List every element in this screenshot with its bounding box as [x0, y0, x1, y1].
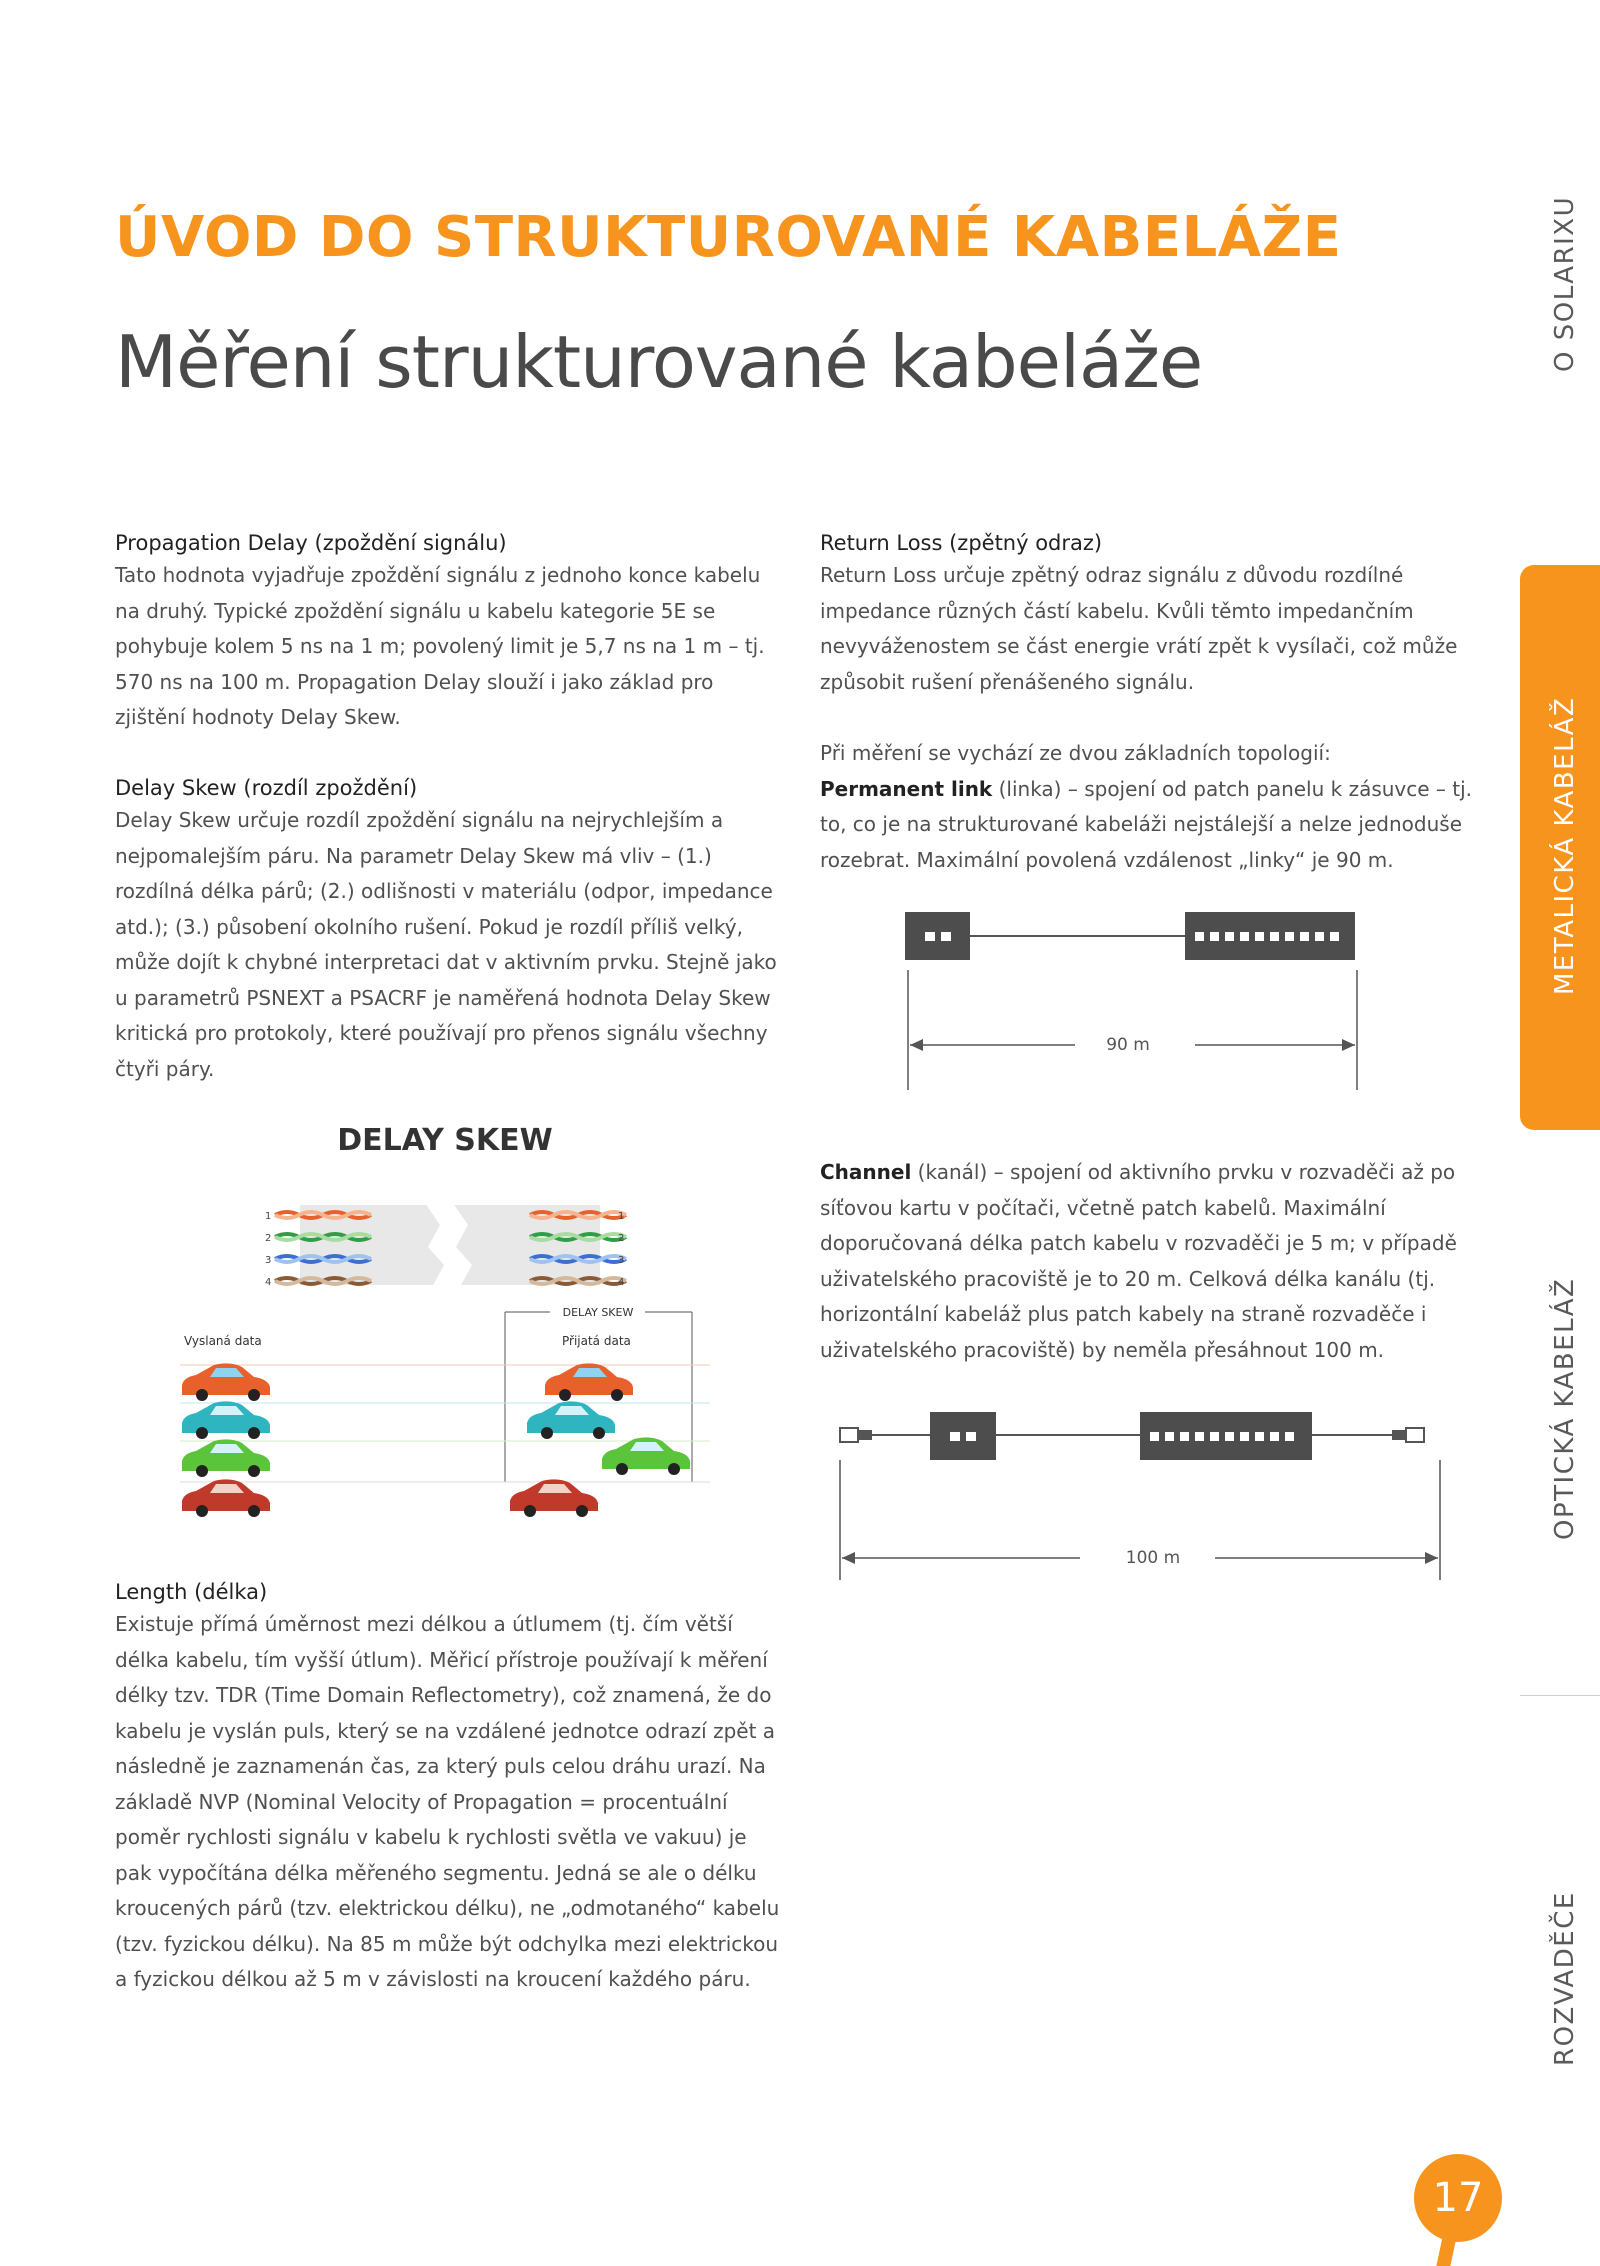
outlet-icon	[930, 1412, 996, 1460]
pair-number-right-3: 3	[618, 1255, 625, 1266]
side-nav-rozvadece[interactable]: ROZVADĚČE	[1550, 1891, 1580, 2066]
propagation-delay-text: Tato hodnota vyjadřuje zpoždění signálu z jednoho konce kabelu na druhý. Typické zpoždění signálu u kabelu kategorie 5E se pohybuje kolem 5 ns na 1 m; povolený limit je 5,7 ns na 1 m – tj. 570 ns na 100 m. Propagation Delay slouží i jako základ pro zjištění hodnoty Delay Skew.	[115, 563, 765, 729]
channel-term: Channel	[820, 1160, 912, 1184]
channel-text	[820, 1155, 1480, 1368]
channel-description: (kanál) – spojení od aktivního prvku v rozvaděči až po síťovou kartu v počítači, včetně patch kabelů. Maximální doporučovaná délka patch kabelu v rozvaděči je 5 m; v případě uživatelského pracoviště je to 20 m. Celková délka kanálu (tj. horizontální kabeláž plus patch kabely na straně rozvaděče i uživatelského pracoviště) by neměla přesáhnout 100 m.	[820, 1160, 1457, 1362]
side-nav-metalicka-kabelaz[interactable]: METALICKÁ KABELÁŽ	[1550, 696, 1580, 995]
patch-panel-icon	[1140, 1412, 1312, 1460]
page-title: Měření strukturované kabeláže	[115, 320, 1203, 404]
delay-skew-figure	[170, 1115, 730, 1525]
channel-diagram	[830, 1400, 1470, 1585]
car-received-2	[527, 1401, 615, 1439]
outlet-icon	[905, 912, 970, 960]
cable-illustration	[275, 1203, 626, 1287]
pair-number-left-2: 2	[265, 1233, 272, 1244]
return-loss-heading: Return Loss (zpětný odraz)	[820, 531, 1103, 555]
pair-number-right-4: 4	[618, 1277, 625, 1288]
patch-panel-icon	[1185, 912, 1355, 960]
length-heading: Length (délka)	[115, 1580, 268, 1604]
delay-skew-heading: Delay Skew (rozdíl zpoždění)	[115, 776, 418, 800]
car-received-3	[602, 1437, 690, 1475]
side-nav-divider	[1520, 1695, 1600, 1696]
topologies-section	[820, 736, 1480, 878]
plug-right-icon	[1392, 1428, 1424, 1442]
delay-skew-figure-title: DELAY SKEW	[337, 1123, 553, 1158]
pair-number-left-3: 3	[265, 1255, 272, 1266]
pair-number-left-1: 1	[265, 1211, 272, 1222]
channel-distance: 100 m	[1125, 1548, 1181, 1568]
length-text: Existuje přímá úměrnost mezi délkou a útlumem (tj. čím větší délka kabelu, tím vyšší útlum). Měřicí přístroje používají k měření délky tzv. TDR (Time Domain Reflectometry), což znamená, že do kabelu je vyslán puls, který se na vzdálené jednotce odrazí zpět a následně je zaznamenán čas, za který puls celou dráhu urazí. Na základě NVP (Nominal Velocity of Propagation = procentuální poměr rychlosti signálu v kabelu k rychlosti světla ve vakuu) je pak vypočítána délka měřeného segmentu. Jedná se ale o délku kroucených párů (tzv. elektrickou délku), ne „odmotaného“ kabelu (tzv. fyzickou délku). Na 85 m může být odchylka mezi elektrickou a fyzickou délkou až 5 m v závislosti na kroucení každého páru.	[115, 1612, 780, 1991]
car-sent-4	[182, 1479, 270, 1517]
permanent-link-diagram	[895, 900, 1375, 1100]
delay-skew-bracket-label: DELAY SKEW	[562, 1306, 634, 1319]
permanent-link-distance: 90 m	[1106, 1035, 1150, 1055]
propagation-delay-section	[115, 528, 780, 736]
page-number: 17	[1414, 2154, 1502, 2242]
car-received-4	[510, 1479, 598, 1517]
sent-data-label: Vyslaná data	[184, 1334, 262, 1348]
return-loss-text: Return Loss určuje zpětný odraz signálu z důvodu rozdílné impedance různých částí kabelu. Kvůli těmto impedančním nevyváženostem se část energie vrátí zpět k vysílači, což může způsobit rušení přenášeného signálu.	[820, 563, 1458, 694]
return-loss-section	[820, 528, 1480, 700]
pair-number-left-4: 4	[265, 1277, 272, 1288]
car-sent-2	[182, 1401, 270, 1439]
car-received-1	[545, 1363, 633, 1401]
length-section	[115, 1577, 780, 1998]
permanent-link-text	[820, 772, 1480, 879]
section-title: ÚVOD DO STRUKTUROVANÉ KABELÁŽE	[115, 205, 1342, 270]
received-data-label: Přijatá data	[562, 1334, 631, 1348]
topologies-intro: Při měření se vychází ze dvou základních topologií:	[820, 741, 1331, 765]
delay-skew-section	[115, 773, 780, 1087]
car-sent-1	[182, 1363, 270, 1401]
side-nav-opticka-kabelaz[interactable]: OPTICKÁ KABELÁŽ	[1550, 1277, 1580, 1540]
propagation-delay-heading: Propagation Delay (zpoždění signálu)	[115, 531, 507, 555]
delay-skew-text: Delay Skew určuje rozdíl zpoždění signálu na nejrychlejším a nejpomalejším páru. Na parametr Delay Skew má vliv – (1.) rozdílná délka párů; (2.) odlišnosti v materiálu (odpor, impedance atd.); (3.) působení okolního rušení. Pokud je rozdíl příliš velký, může dojít k chybné interpretaci dat v aktivním prvku. Stejně jako u parametrů PSNEXT a PSACRF je naměřená hodnota Delay Skew kritická pro protokoly, které používají pro přenos signálu všechny čtyři páry.	[115, 808, 777, 1081]
side-nav-o-solarixu[interactable]: O SOLARIXU	[1550, 195, 1580, 372]
permanent-link-term: Permanent link	[820, 776, 993, 801]
channel-section	[820, 1155, 1480, 1368]
car-sent-3	[182, 1439, 270, 1477]
pair-number-right-2: 2	[618, 1233, 625, 1244]
permanent-link-description: (linka) – spojení od patch panelu k zásuvce – tj. to, co je na strukturované kabeláži nejstálejší a nelze jednoduše rozebrat. Maximální povolená vzdálenost „linky“ je 90 m.	[820, 776, 1473, 872]
plug-left-icon	[840, 1428, 872, 1442]
pair-number-right-1: 1	[618, 1211, 625, 1222]
